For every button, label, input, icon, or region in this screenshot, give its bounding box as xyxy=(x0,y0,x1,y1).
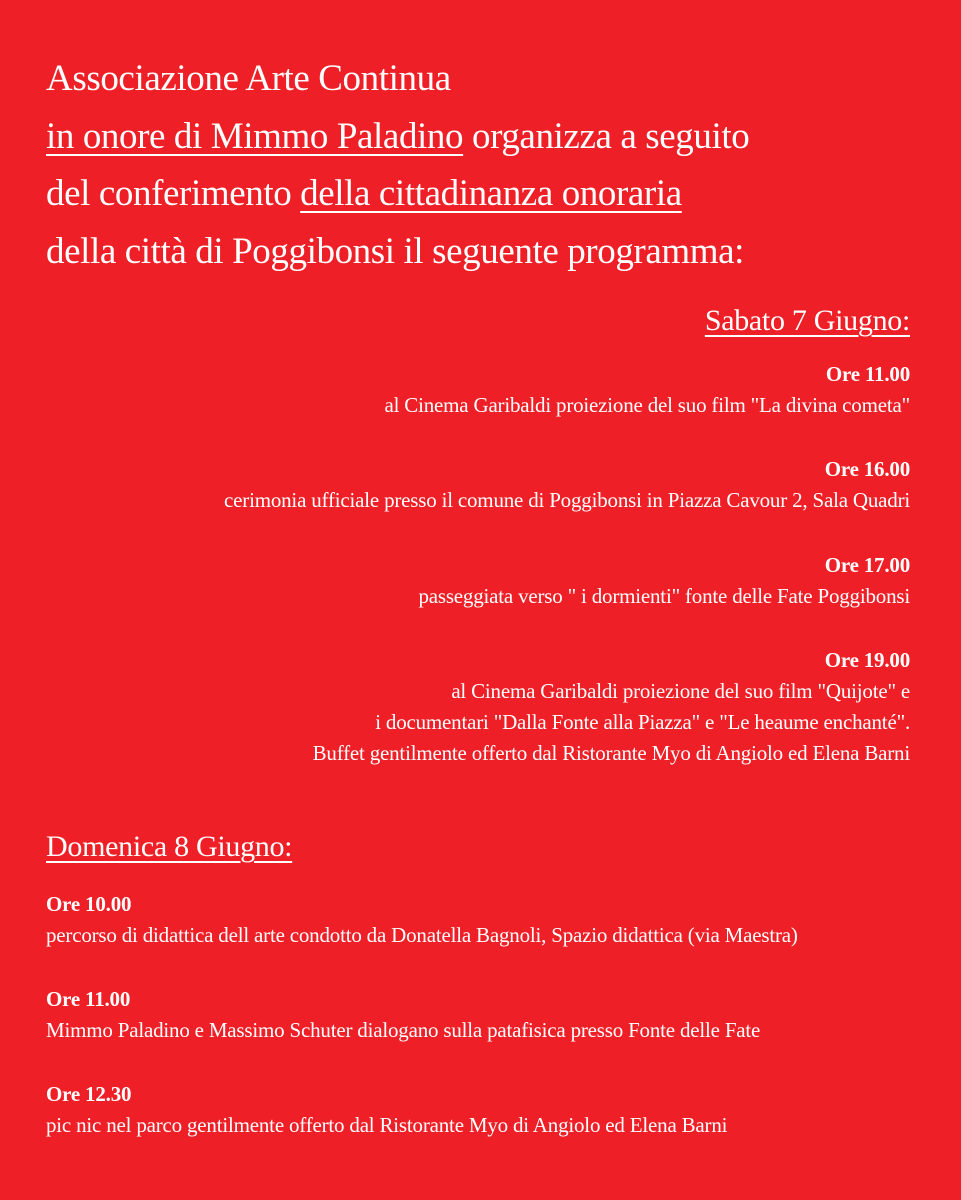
organizer-line: Associazione Arte Continua xyxy=(46,58,451,99)
event-time: Ore 10.00 xyxy=(46,892,132,916)
citizenship-line xyxy=(46,165,926,223)
citizenship-underlined: della cittadinanza onoraria xyxy=(300,173,682,214)
sunday-heading: Domenica 8 Giugno: xyxy=(46,830,293,863)
honor-line xyxy=(46,108,926,166)
saturday-event-1 xyxy=(385,359,911,421)
event-time: Ore 11.00 xyxy=(46,987,131,1011)
event-time: Ore 17.00 xyxy=(824,553,910,577)
honoree-underlined: in onore di Mimmo Paladino xyxy=(46,115,464,157)
event-description: pic nic nel parco gentilmente offerto dal Ristorante Myo di Angiolo ed Elena Barni xyxy=(46,1113,728,1137)
event-description: i documentari "Dalla Fonte alla Piazza" e "Le heaume enchanté". xyxy=(375,710,910,734)
event-time: Ore 12.30 xyxy=(46,1082,132,1106)
saturday-event-4 xyxy=(313,645,910,769)
saturday-heading: Sabato 7 Giugno: xyxy=(704,304,910,337)
sunday-event-1 xyxy=(46,889,798,951)
saturday-event-2 xyxy=(224,454,910,516)
event-time: Ore 19.00 xyxy=(824,648,910,672)
sunday-event-3 xyxy=(46,1079,727,1141)
event-description: Buffet gentilmente offerto dal Ristorante Myo di Angiolo ed Elena Barni xyxy=(312,741,910,765)
sunday-event-2 xyxy=(46,984,760,1046)
event-description: passeggiata verso " i dormienti" fonte delle Fate Poggibonsi xyxy=(418,584,910,608)
event-time: Ore 16.00 xyxy=(824,457,910,481)
event-description: al Cinema Garibaldi proiezione del suo film "Quijote" e xyxy=(451,679,910,703)
programme-line: della città di Poggibonsi il seguente programma: xyxy=(46,230,745,272)
event-description: cerimonia ufficiale presso il comune di Poggibonsi in Piazza Cavour 2, Sala Quadri xyxy=(224,488,910,512)
saturday-event-3 xyxy=(418,550,910,612)
event-description: al Cinema Garibaldi proiezione del suo film "La divina cometa" xyxy=(384,393,910,417)
event-time: Ore 11.00 xyxy=(825,362,910,386)
citizenship-line-start: del conferimento xyxy=(46,173,301,214)
event-description: percorso di didattica dell arte condotto da Donatella Bagnoli, Spazio didattica (via Maestra) xyxy=(46,923,798,947)
event-description: Mimmo Paladino e Massimo Schuter dialogano sulla patafisica presso Fonte delle Fate xyxy=(46,1018,761,1042)
intro-paragraph xyxy=(46,50,926,280)
honor-line-rest: organizza a seguito xyxy=(463,115,750,157)
